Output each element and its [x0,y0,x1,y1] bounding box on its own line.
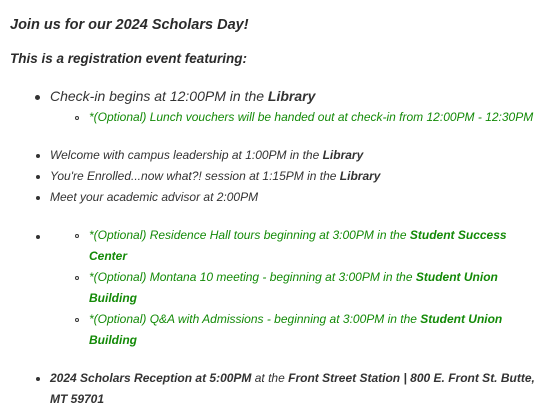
advisor-item: Meet your academic advisor at 2:00PM [50,190,259,204]
enrolled-text: You're Enrolled...now what?! session at 1:15PM in the [50,169,340,183]
page-title: Join us for our 2024 Scholars Day! [10,17,249,33]
checkin-location: Library [267,88,316,104]
page-subtitle: This is a registration event featuring: [10,51,248,66]
checkin-item [50,88,315,104]
reception-item-line2: MT 59701 [50,392,105,406]
lunch-item: *(Optional) Lunch vouchers will be handed out at check-in from 12:00PM - 12:30PM [89,110,534,124]
tours-text: *(Optional) Residence Hall tours beginning at 3:00PM in the [89,228,410,242]
welcome-location: Library [322,148,364,162]
tours-item-line1 [89,228,507,242]
reception-venue: Front Street Station [288,371,401,385]
enrolled-item [50,169,380,183]
sub-bullet-tours [75,234,79,238]
reception-address-1: | 800 E. Front St. Butte, [400,371,535,385]
bullet-optional-group [36,235,40,239]
bullet-enrolled [36,175,40,179]
bullet-welcome [36,154,40,158]
tours-location-1: Student Success [409,228,507,242]
sub-bullet-qa [75,318,79,322]
welcome-text: Welcome with campus leadership at 1:00PM in the [50,148,323,162]
reception-title: 2024 Scholars Reception at 5:00PM [50,371,252,385]
sub-bullet-montana [75,276,79,280]
qa-item-line1 [89,312,502,326]
bullet-reception [36,377,40,381]
qa-location-1: Student Union [420,312,503,326]
reception-item-line1 [50,371,535,385]
sub-bullet-lunch [75,116,79,120]
montana-item-line2: Building [89,291,137,305]
checkin-text: Check-in begins at 12:00PM in the [50,88,268,104]
tours-item-line2: Center [89,249,128,263]
montana-location-1: Student Union [415,270,498,284]
enrolled-location: Library [339,169,381,183]
montana-item-line1 [89,270,498,284]
qa-text: *(Optional) Q&A with Admissions - beginning at 3:00PM in the [89,312,421,326]
reception-mid: at the [251,371,289,385]
qa-item-line2: Building [89,333,137,347]
welcome-item [50,148,363,162]
bullet-advisor [36,196,40,200]
montana-text: *(Optional) Montana 10 meeting - beginning at 3:00PM in the [89,270,416,284]
bullet-checkin [35,95,40,100]
